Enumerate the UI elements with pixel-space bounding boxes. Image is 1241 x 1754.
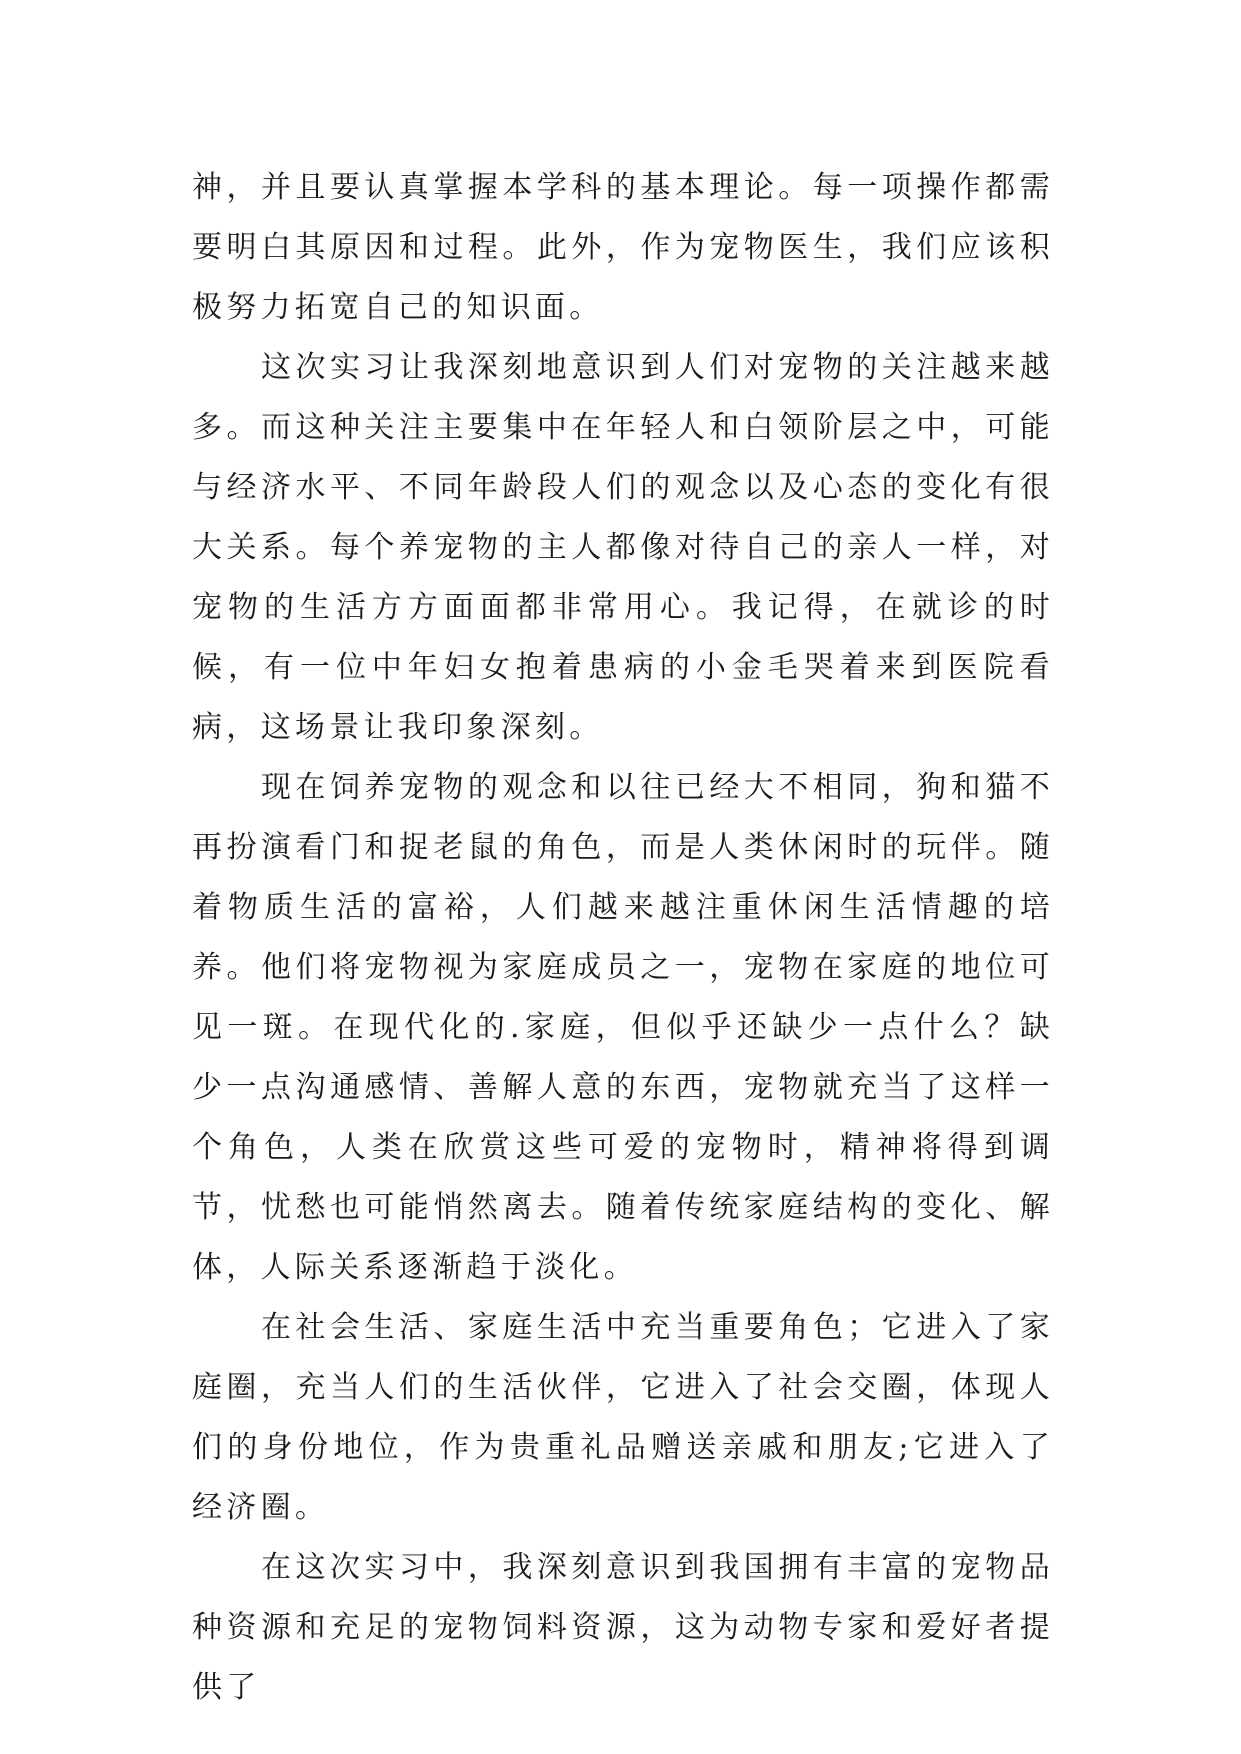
paragraph-4: 在社会生活、家庭生活中充当重要角色；它进入了家庭圈，充当人们的生活伙伴，它进入了社会交圈，体现人们的身份地位，作为贵重礼品赠送亲戚和朋友;它进入了经济圈。	[192, 1310, 1054, 1525]
paragraph-5: 在这次实习中，我深刻意识到我国拥有丰富的宠物品种资源和充足的宠物饲料资源，这为动物专家和爱好者提供了	[192, 1550, 1054, 1705]
paragraph-1: 神，并且要认真掌握本学科的基本理论。每一项操作都需要明白其原因和过程。此外，作为宠物医生，我们应该积极努力拓宽自己的知识面。	[192, 170, 1054, 325]
paragraph-3: 现在饲养宠物的观念和以往已经大不相同，狗和猫不再扮演看门和捉老鼠的角色，而是人类休闲时的玩伴。随着物质生活的富裕，人们越来越注重休闲生活情趣的培养。他们将宠物视为家庭成员之一，宠物在家庭的地位可见一斑。在现代化的.家庭，但似乎还缺少一点什么？缺少一点沟通感情、善解人意的东西，宠物就充当了这样一个角色，人类在欣赏这些可爱的宠物时，精神将得到调节，忧愁也可能悄然离去。随着传统家庭结构的变化、解体，人际关系逐渐趋于淡化。	[192, 770, 1054, 1285]
document-body	[192, 158, 1054, 1718]
paragraph-2: 这次实习让我深刻地意识到人们对宠物的关注越来越多。而这种关注主要集中在年轻人和白领阶层之中，可能与经济水平、不同年龄段人们的观念以及心态的变化有很大关系。每个养宠物的主人都像对待自己的亲人一样，对宠物的生活方方面面都非常用心。我记得，在就诊的时候，有一位中年妇女抱着患病的小金毛哭着来到医院看病，这场景让我印象深刻。	[192, 350, 1054, 745]
